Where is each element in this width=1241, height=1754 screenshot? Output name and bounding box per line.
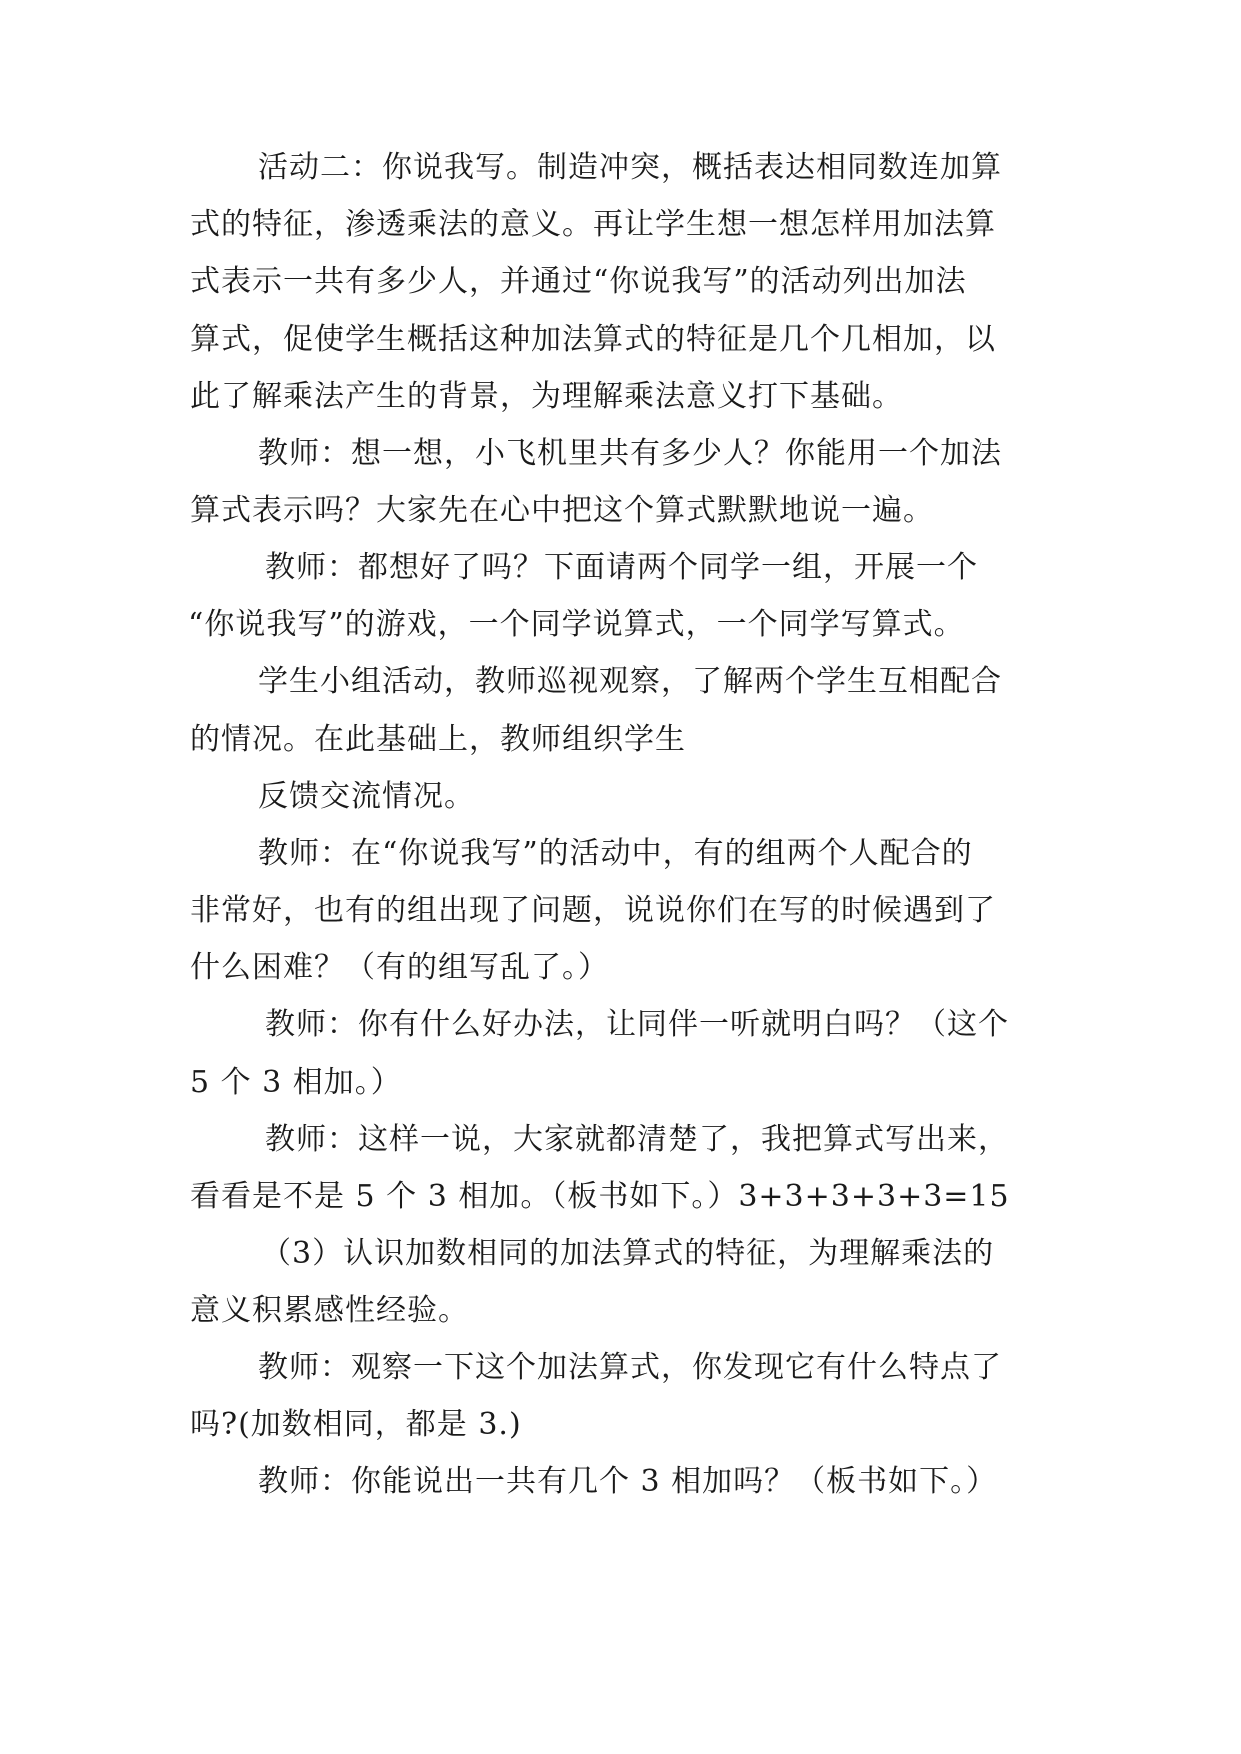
paragraph-line: 教师：观察一下这个加法算式，你发现它有什么特点了: [258, 1350, 1002, 1385]
paragraph-line: 看看是不是 5 个 3 相加。（板书如下。）3+3+3+3+3=15: [190, 1179, 1010, 1214]
paragraph-line: 算式表示吗？大家先在心中把这个算式默默地说一遍。: [190, 493, 934, 528]
paragraph-line: 意义积累感性经验。: [190, 1293, 469, 1328]
paragraph-line: 算式，促使学生概括这种加法算式的特征是几个几相加，以: [190, 322, 996, 357]
paragraph-line: 式表示一共有多少人，并通过“你说我写”的活动列出加法: [190, 264, 967, 299]
paragraph-line: 的情况。在此基础上，教师组织学生: [190, 722, 686, 757]
paragraph-line: 教师：你能说出一共有几个 3 相加吗？（板书如下。）: [258, 1464, 998, 1499]
paragraph-line: 此了解乘法产生的背景，为理解乘法意义打下基础。: [190, 379, 903, 414]
paragraph-line: “你说我写”的游戏，一个同学说算式，一个同学写算式。: [188, 607, 965, 642]
paragraph-line: 什么困难？（有的组写乱了。）: [190, 950, 609, 985]
paragraph-line: 教师：在“你说我写”的活动中，有的组两个人配合的: [258, 836, 973, 871]
paragraph-line: 非常好，也有的组出现了问题，说说你们在写的时候遇到了: [190, 893, 996, 928]
paragraph-line: 教师：想一想，小飞机里共有多少人？你能用一个加法: [258, 436, 1002, 471]
paragraph-line: 式的特征，渗透乘法的意义。再让学生想一想怎样用加法算: [190, 207, 996, 242]
paragraph-line: 反馈交流情况。: [258, 779, 475, 814]
paragraph-line: 5 个 3 相加。）: [190, 1065, 402, 1100]
paragraph-line: 吗?(加数相同，都是 3.): [190, 1407, 522, 1442]
paragraph-line: （3）认识加数相同的加法算式的特征，为理解乘法的: [261, 1236, 995, 1271]
paragraph-line: 教师：你有什么好办法，让同伴一听就明白吗？（这个: [265, 1007, 1009, 1042]
paragraph-line: 学生小组活动，教师巡视观察，了解两个学生互相配合: [258, 664, 1002, 699]
paragraph-line: 教师：这样一说，大家就都清楚了，我把算式写出来，: [265, 1122, 1009, 1157]
paragraph-line: 活动二：你说我写。制造冲突，概括表达相同数连加算: [258, 150, 1002, 185]
paragraph-line: 教师：都想好了吗？下面请两个同学一组，开展一个: [265, 550, 978, 585]
